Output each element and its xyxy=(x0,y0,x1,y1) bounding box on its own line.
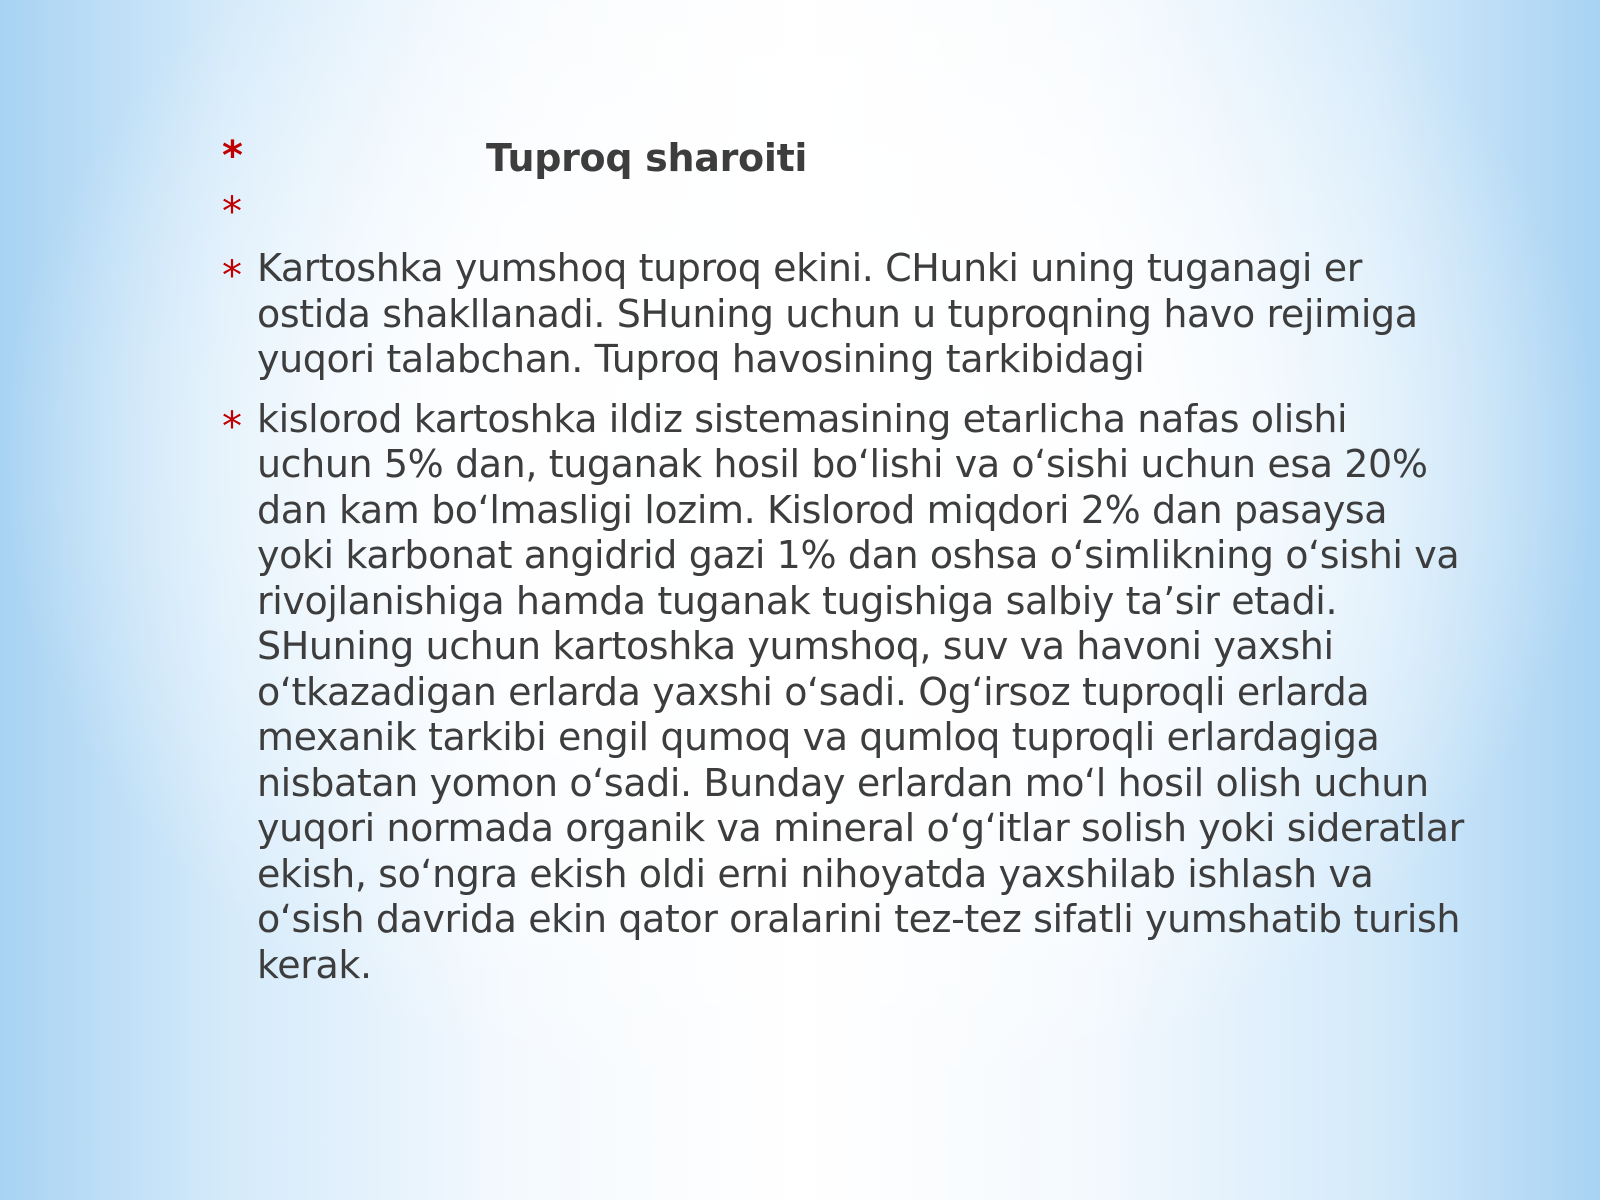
slide-content xyxy=(220,134,1470,988)
bullet-asterisk-icon: * xyxy=(222,189,242,235)
bullet-paragraph-2 xyxy=(220,397,1470,989)
empty-bullet-row xyxy=(220,184,1470,246)
slide-title: Tuproq sharoiti xyxy=(486,136,808,180)
bullet-asterisk-icon: * xyxy=(222,253,242,299)
bullet-asterisk-icon: * xyxy=(222,403,242,450)
bullet-paragraph-1 xyxy=(220,246,1470,383)
paragraph-1-text: Kartoshka yumshoq tuproq ekini. CHunki uning tuganagi er ostida shakllanadi. SHuning uchun u tuproqning havo rejimiga yuqori talabchan. Tuproq havosining tarkibidagi xyxy=(257,246,1418,381)
paragraph-2-text: kislorod kartoshka ildiz sistemasining etarlicha nafas olishi uchun 5% dan, tuganak hosil bo‘lishi va o‘sishi uchun esa 20% dan kam bo‘lmasligi lozim. Kislorod miqdori 2% dan pasaysa yoki karbonat angidrid gazi 1% dan oshsa o‘simlikning o‘sishi va rivojlanishiga hamda tuganak tugishiga salbiy ta’sir etadi. SHuning uchun kartoshka yumshoq, suv va havoni yaxshi o‘tkazadigan erlarda yaxshi o‘sadi. Og‘irsoz tuproqli erlarda mexanik tarkibi engil qumoq va qumloq tuproqli erlardagiga nisbatan yomon o‘sadi. Bunday erlardan mo‘l hosil olish uchun yuqori normada organik va mineral o‘g‘itlar solish yoki sideratlar ekish, so‘ngra ekish oldi erni nihoyatda yaxshilab ishlash va o‘sish davrida ekin qator oralarini tez-tez sifatli yumshatib turish kerak. xyxy=(257,396,1464,987)
title-row xyxy=(220,134,1470,184)
bullet-asterisk-icon: * xyxy=(222,133,243,179)
